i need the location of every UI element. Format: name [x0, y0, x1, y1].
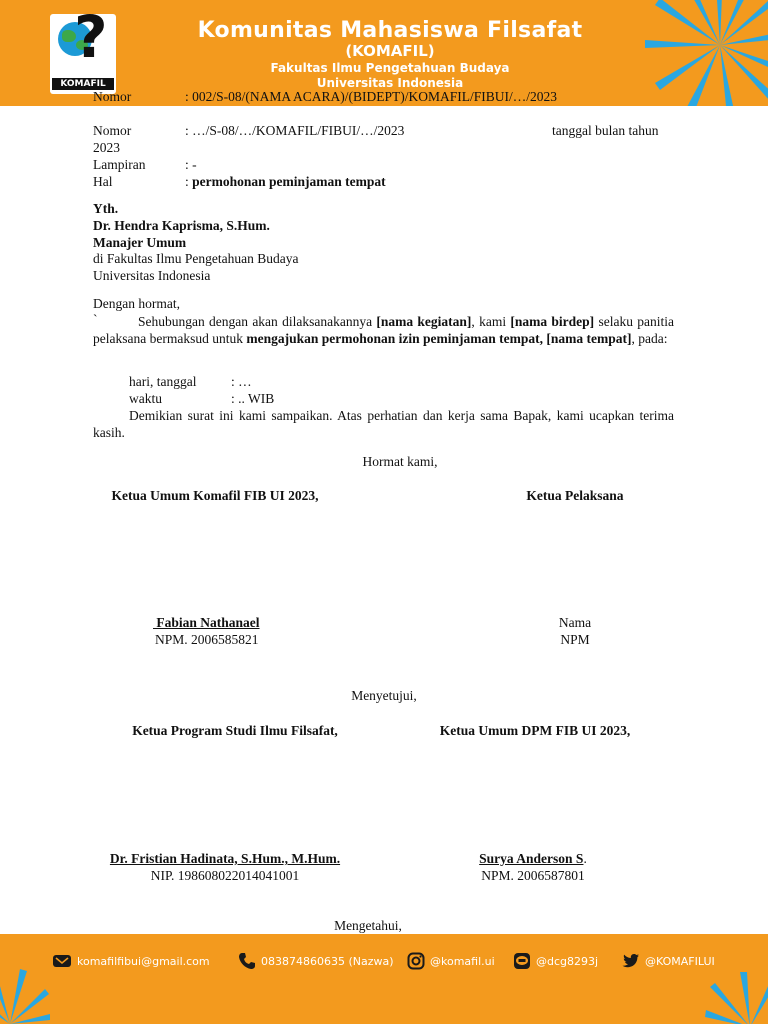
komafil-logo: ? KOMAFIL — [50, 14, 116, 94]
recipient-title: Manajer Umum — [93, 235, 187, 250]
instagram-icon — [407, 952, 425, 970]
footer-phone[interactable] — [238, 952, 394, 970]
footer-twitter-text: @KOMAFILUI — [645, 954, 715, 968]
body-paragraph — [93, 313, 674, 347]
recipient-place: di Fakultas Ilmu Pengetahuan Budaya — [93, 251, 299, 266]
hal-label: Hal — [93, 174, 113, 189]
sig4-dot: . — [583, 851, 587, 866]
footer-instagram-text: @komafil.ui — [430, 954, 495, 968]
logo-text: KOMAFIL — [52, 78, 114, 90]
p1-event-name: [nama kegiatan] — [376, 314, 472, 329]
twitter-icon — [622, 953, 640, 969]
closing-paragraph: Demikian surat ini kami sampaikan. Atas perhatian dan kerja sama Bapak, kami ucapkan terima kasih. — [93, 408, 674, 440]
footer-email[interactable] — [52, 952, 210, 970]
nomor-value-1: : 002/S-08/(NAMA ACARA)/(BIDEPT)/KOMAFIL/FIBUI/…/2023 — [185, 89, 558, 104]
waktu-label: waktu — [129, 391, 162, 406]
line-icon — [513, 952, 531, 970]
sig2-name: Nama — [558, 615, 592, 630]
footer-line[interactable] — [513, 952, 598, 970]
email-icon — [52, 953, 72, 969]
sig1-title: Ketua Umum Komafil FIB UI 2023, — [111, 488, 319, 503]
hal-value: permohonan peminjaman tempat — [192, 174, 386, 189]
footer-line-text: @dcg8293j — [536, 954, 599, 968]
lampiran-label: Lampiran — [93, 157, 146, 172]
footer-phone-text: 083874860635 (Nazwa) — [261, 954, 394, 968]
yth: Yth. — [93, 201, 119, 216]
tick-mark: ` — [93, 312, 98, 327]
sig4-title: Ketua Umum DPM FIB UI 2023, — [439, 723, 631, 738]
header-subtitle: (KOMAFIL) — [345, 42, 435, 60]
phone-icon — [238, 952, 256, 970]
mengetahui: Mengetahui, — [334, 918, 402, 933]
p1-text-a: Sehubungan dengan akan dilaksanakannya — [138, 314, 377, 329]
nomor-label-2: Nomor — [93, 123, 132, 138]
footer-bar — [0, 934, 768, 1024]
starburst-decoration-right — [700, 972, 768, 1024]
letter-year: 2023 — [93, 140, 120, 155]
sig1-id: NPM. 2006585821 — [155, 632, 259, 647]
hal-row — [185, 173, 386, 190]
p1-text-c: , kami — [471, 314, 511, 329]
sig4-name: Surya Anderson S — [479, 851, 584, 866]
sig2-id: NPM — [560, 632, 590, 647]
sig4-name-row — [433, 850, 633, 867]
sig3-title: Ketua Program Studi Ilmu Filsafat, — [132, 723, 338, 738]
waktu-value: : .. WIB — [231, 391, 275, 406]
footer-instagram[interactable] — [407, 952, 495, 970]
sig1-name: Fabian Nathanael — [153, 615, 260, 630]
header-faculty: Fakultas Ilmu Pengetahuan Budaya — [270, 61, 510, 75]
sig3-id: NIP. 198608022014041001 — [150, 868, 300, 883]
sig4-id: NPM. 2006587801 — [481, 868, 585, 883]
starburst-decoration — [640, 0, 768, 106]
hormat-kami: Hormat kami, — [362, 454, 438, 469]
recipient-university: Universitas Indonesia — [93, 268, 211, 283]
recipient-name: Dr. Hendra Kaprisma, S.Hum. — [93, 218, 270, 233]
p1-request: mengajukan permohonan izin peminjaman tempat, [nama tempat] — [246, 331, 632, 346]
sig2-title: Ketua Pelaksana — [526, 488, 624, 503]
footer-twitter[interactable] — [622, 952, 715, 970]
letter-date: tanggal bulan tahun — [552, 123, 659, 138]
sig3-name: Dr. Fristian Hadinata, S.Hum., M.Hum. — [109, 851, 341, 866]
lampiran-value: : - — [185, 157, 197, 172]
nomor-label-1: Nomor — [93, 89, 132, 104]
header-title: Komunitas Mahasiswa Filsafat — [197, 18, 583, 43]
greeting: Dengan hormat, — [93, 296, 180, 311]
starburst-decoration-left — [0, 964, 60, 1024]
footer-email-text: komafilfibui@gmail.com — [77, 954, 210, 968]
p1-text-g: , pada: — [631, 331, 668, 346]
hari-label: hari, tanggal — [129, 374, 197, 389]
header-university: Universitas Indonesia — [316, 76, 464, 90]
hal-colon: : — [185, 174, 189, 189]
nomor-value-2: : …/S-08/…/KOMAFIL/FIBUI/…/2023 — [185, 123, 405, 138]
p1-birdep-name: [nama birdep] — [510, 314, 595, 329]
hari-value: : … — [231, 374, 252, 389]
menyetujui: Menyetujui, — [351, 688, 417, 703]
p1-text-e: selaku panitia pelaksana bermaksud untuk — [93, 314, 674, 346]
